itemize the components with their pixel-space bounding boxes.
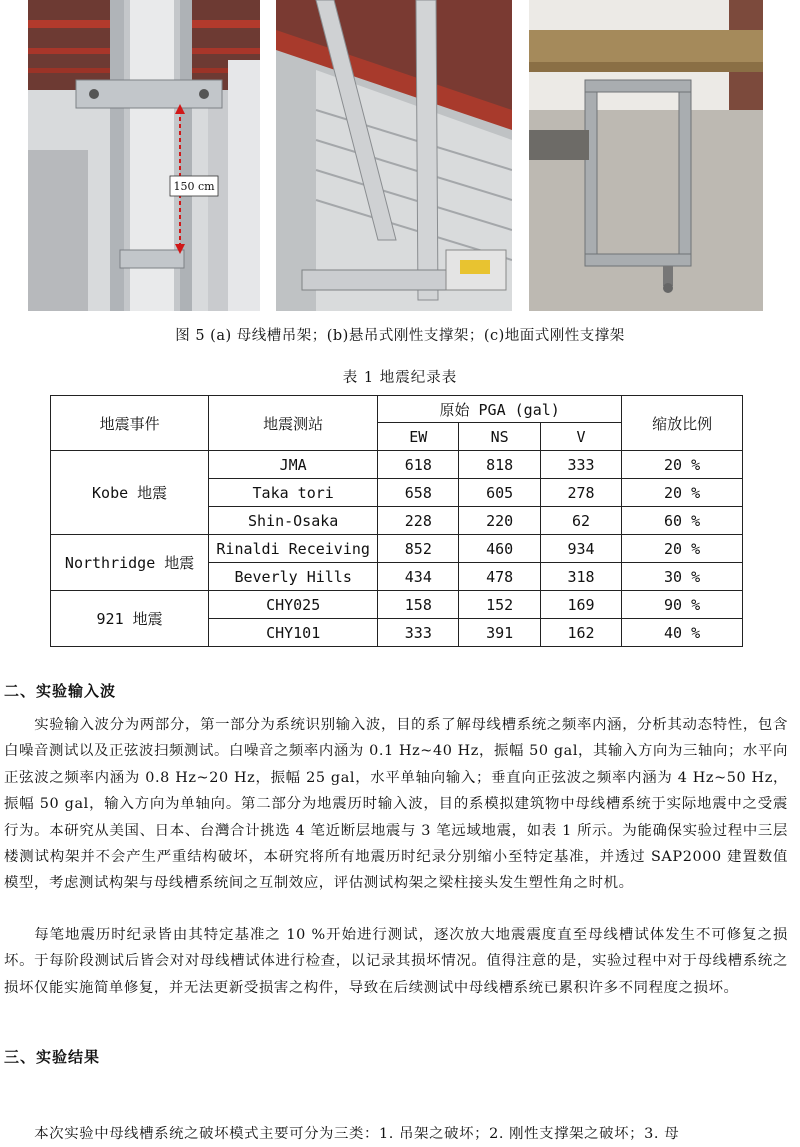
station-cell: Rinaldi Receiving [209, 535, 378, 563]
ns-cell: 818 [459, 451, 540, 479]
event-cell: 921 地震 [51, 591, 209, 647]
figure-caption: 图 5 (a) 母线槽吊架；(b)悬吊式刚性支撑架；(c)地面式刚性支撑架 [175, 328, 625, 344]
suspended-brace-image [276, 0, 512, 311]
ns-cell: 460 [459, 535, 540, 563]
scale-cell: 20 % [622, 451, 743, 479]
ew-cell: 158 [378, 591, 459, 619]
header-event: 地震事件 [51, 396, 209, 451]
ew-cell: 228 [378, 507, 459, 535]
ew-cell: 618 [378, 451, 459, 479]
section-heading-input-waves: 二、实验输入波 [4, 682, 117, 700]
station-cell: Beverly Hills [209, 563, 378, 591]
ns-cell: 478 [459, 563, 540, 591]
paragraph-results-1: 本次实验中母线槽系统之破坏模式主要可分为三类：1. 吊架之破坏；2. 刚性支撑架之破坏；3. 母 [34, 1126, 680, 1142]
figure-photos [0, 0, 800, 312]
station-cell: CHY025 [209, 591, 378, 619]
busway-hanger-image [28, 0, 260, 311]
event-cell: Kobe 地震 [51, 451, 209, 535]
scale-cell: 20 % [622, 479, 743, 507]
table-row [51, 451, 743, 479]
table-row [51, 591, 743, 619]
ns-cell: 605 [459, 479, 540, 507]
ew-cell: 333 [378, 619, 459, 647]
scale-cell: 20 % [622, 535, 743, 563]
v-cell: 62 [540, 507, 621, 535]
photo-a-label: 150 cm [173, 180, 215, 193]
scale-cell: 30 % [622, 563, 743, 591]
table-header-row [51, 396, 743, 423]
photo-suspended-brace [276, 0, 512, 311]
v-cell: 169 [540, 591, 621, 619]
table-caption: 表 1 地震纪录表 [342, 370, 458, 386]
scale-cell: 60 % [622, 507, 743, 535]
earthquake-record-table [50, 395, 743, 647]
paragraph-input-waves-1: 实验输入波分为两部分，第一部分为系统识别输入波，目的系了解母线槽系统之频率内涵，分析其动态特性，包含白噪音测试以及正弦波扫频测试。白噪音之频率内涵为 0.1 Hz~40 Hz，振幅 50 gal，其输入方向为三轴向；水平向正弦波之频率内涵为 0.8 Hz~20 Hz，振幅 25 gal，水平单轴向输入；垂直向正弦波之频率内涵为 4 Hz~50 Hz，振幅 50 gal，输入方向为单轴向。第二部分为地震历时输入波，目的系模拟建筑物中母线槽系统于实际地震中之受震行为。本研究从美国、日本、台灣合计挑选 4 笔近断层地震与 3 笔远域地震，如表 1 所示。为能确保实验过程中三层楼测试构架并不会产生严重结构破坏，本研究将所有地震历时纪录分别缩小至特定基准，并透过 SAP2000 建置数值模型，考虑测试构架与母线槽系统间之互制效应，评估测试构架之梁柱接头发生塑性角之时机。 [4, 717, 788, 892]
ns-cell: 220 [459, 507, 540, 535]
header-ns: NS [459, 423, 540, 451]
paragraph-input-waves-2: 每笔地震历时纪录皆由其特定基准之 10 %开始进行测试，逐次放大地震震度直至母线槽试体发生不可修复之损坏。于每阶段测试后皆会对对母线槽试体进行检查，以记录其损坏情况。值得注意的是，实验过程中对于母线槽系统之损坏仅能实施简单修复，并无法更新受损害之构件，导致在后续测试中母线槽系统已累积许多不同程度之损坏。 [4, 927, 788, 996]
station-cell: Shin-Osaka [209, 507, 378, 535]
station-cell: JMA [209, 451, 378, 479]
header-v: V [540, 423, 621, 451]
station-cell: CHY101 [209, 619, 378, 647]
v-cell: 318 [540, 563, 621, 591]
station-cell: Taka tori [209, 479, 378, 507]
header-station: 地震测站 [209, 396, 378, 451]
v-cell: 278 [540, 479, 621, 507]
header-pga: 原始 PGA (gal) [378, 396, 622, 423]
scale-cell: 90 % [622, 591, 743, 619]
photo-busway-hanger [28, 0, 260, 311]
photo-ground-brace [529, 0, 763, 311]
header-ew: EW [378, 423, 459, 451]
ew-cell: 852 [378, 535, 459, 563]
section-heading-results: 三、实验结果 [4, 1048, 101, 1066]
v-cell: 162 [540, 619, 621, 647]
scale-cell: 40 % [622, 619, 743, 647]
event-cell: Northridge 地震 [51, 535, 209, 591]
ew-cell: 434 [378, 563, 459, 591]
v-cell: 333 [540, 451, 621, 479]
ns-cell: 391 [459, 619, 540, 647]
table-row [51, 535, 743, 563]
ground-brace-image [529, 0, 763, 311]
ew-cell: 658 [378, 479, 459, 507]
header-scale: 缩放比例 [622, 396, 743, 451]
v-cell: 934 [540, 535, 621, 563]
ns-cell: 152 [459, 591, 540, 619]
